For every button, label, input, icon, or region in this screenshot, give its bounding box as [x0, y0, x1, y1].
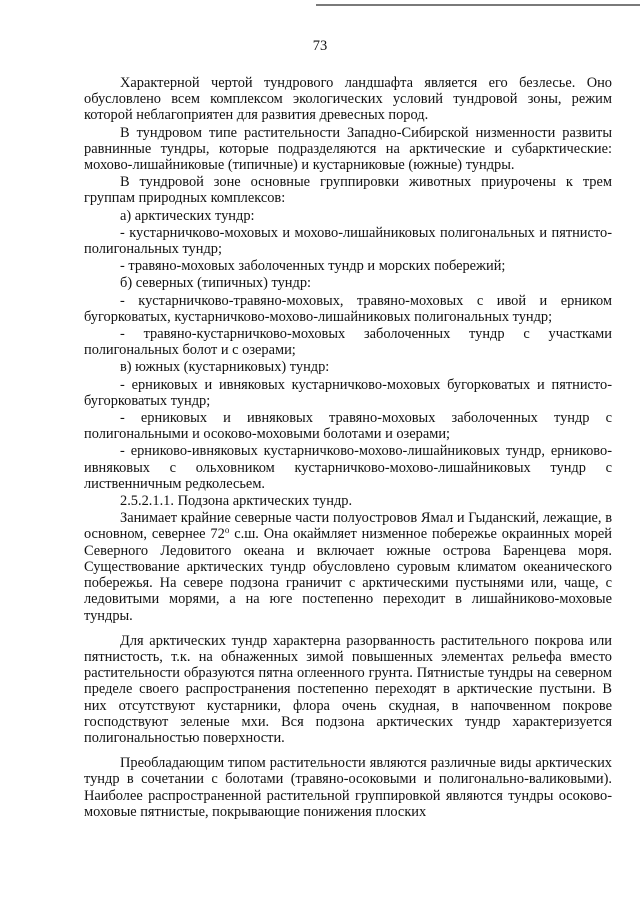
section-heading: 2.5.2.1.1. Подзона арктических тундр. [120, 493, 353, 510]
page-body [84, 75, 612, 821]
paragraph: Преобладающим типом растительности являются различные виды арктических тундр в сочетании с болотами (травяно-осоковыми и полигонально-валиковыми). Наиболее распространенной растительной группировкой являются тундры осоково-моховые пятнистые, покрывающие понижения плоских [84, 755, 612, 820]
list-item: - ерниково-ивняковых кустарничково-мохово-лишайниковых тундр, ерниково-ивняковых с ольховником кустарничково-мохово-лишайниковых тундр с лиственничным редколесьем. [84, 443, 612, 492]
list-heading: а) арктических тундр: [120, 207, 255, 224]
paragraph [84, 510, 612, 623]
paragraph: Для арктических тундр характерна разорванность растительного покрова или пятнистость, т.к. на обнаженных зимой повышенных элементах рельефа вместо растительности образуются пятна оглеенного грунта. Пятнистые тундры на северном пределе своего распространения постепенно переходят в арктические пустыни. В них отсутствуют кустарники, флора очень скудная, в напочвенном покрове господствуют зеленые мхи. Вся подзона арктических тундр характеризуется полигональностью поверхности. [84, 632, 612, 746]
list-item: - ерниковых и ивняковых кустарничково-моховых бугорковатых и пятнисто-бугорковатых тундр; [84, 376, 612, 409]
list-heading: б) северных (типичных) тундр: [120, 275, 312, 292]
paragraph: В тундровой зоне основные группировки животных приурочены к трем группам природных комплексов: [84, 174, 612, 207]
paragraph-text: с.ш. Она окаймляет низменное побережье окраинных морей Северного Ледовитого океана и включает южные острова Баренцева моря. Существование арктических тундр обусловлено суровым климатом океанического побережья. На севере подзона граничит с арктическими пустынями или, чаще, с ледовитыми морями, а на юге постепенно переходит в лишайниково-моховые тундры. [84, 526, 612, 624]
paragraph: Характерной чертой тундрового ландшафта является его безлесье. Оно обусловлено всем комплексом экологических условий тундровой зоны, режим которой неблагоприятен для развития древесных пород. [84, 75, 612, 124]
degree-sign: о [224, 525, 230, 536]
list-item: - кустарничково-травяно-моховых, травяно-моховых с ивой и ерником бугорковатых, кустарничково-мохово-лишайниковых полигональных тундр; [84, 292, 612, 325]
paragraph-text: Занимает крайние северные части полуостровов Ямал и Гыданский, лежащие, в основном, севернее 72 [84, 510, 612, 543]
page-number: 73 [312, 38, 328, 54]
paragraph: В тундровом типе растительности Западно-Сибирской низменности развиты равнинные тундры, которые подразделяются на арктические и субарктические: мохово-лишайниковые (типичные) и кустарниковые (южные) тундры. [84, 124, 612, 174]
list-item: - ерниковых и ивняковых травяно-моховых заболоченных тундр с полигональными и осоково-моховыми болотами и озерами; [84, 410, 612, 443]
list-item: - травяно-кустарничково-моховых заболоченных тундр с участками полигональных болот и с озерами; [84, 326, 612, 359]
top-rule [316, 4, 640, 6]
list-item: - травяно-моховых заболоченных тундр и морских побережий; [120, 258, 506, 275]
list-item: - кустарничково-моховых и мохово-лишайниковых полигональных и пятнисто-полигональных тундр; [84, 224, 612, 258]
list-heading: в) южных (кустарниковых) тундр: [120, 359, 330, 376]
